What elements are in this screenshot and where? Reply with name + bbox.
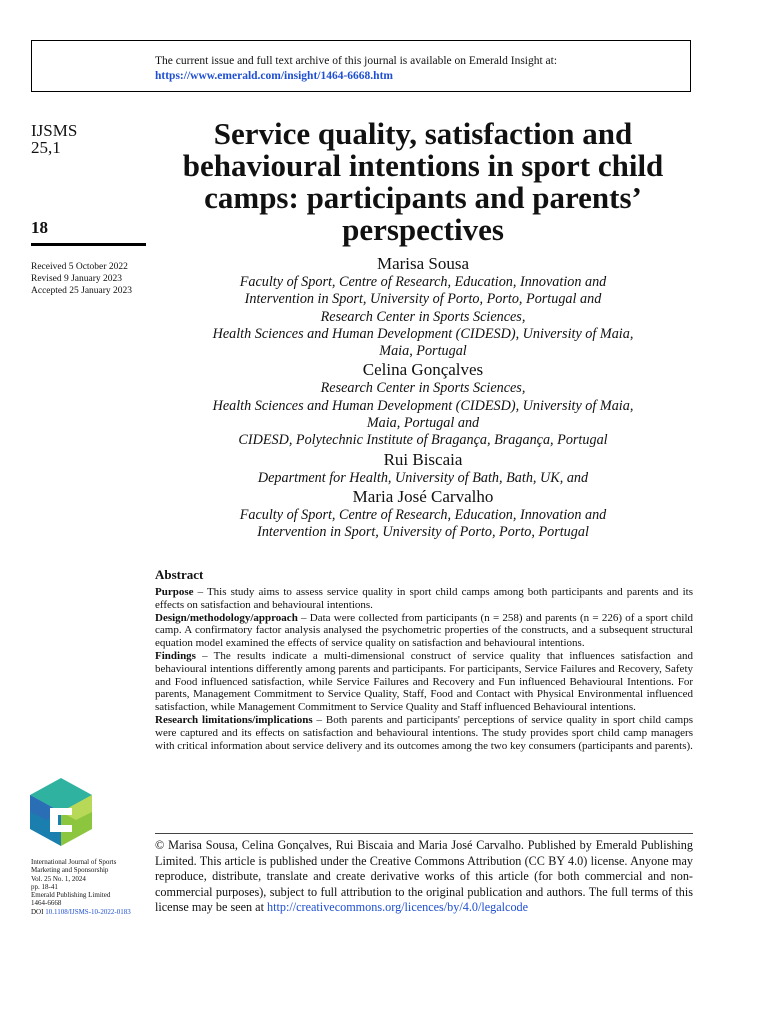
affiliation-line: Maia, Portugal bbox=[379, 343, 467, 360]
affiliation-line: Research Center in Sports Sciences, bbox=[320, 380, 526, 397]
abstract-purpose bbox=[155, 586, 693, 612]
author-list bbox=[150, 254, 696, 542]
purpose-text: – This study aims to assess service quality in sport child camps among both participants and parents and its effects on satisfaction and behavioural intentions. bbox=[155, 586, 693, 611]
affiliation-line: Intervention in Sport, University of Porto, Porto, Portugal bbox=[257, 524, 589, 541]
affiliation-line: Faculty of Sport, Centre of Research, Education, Innovation and bbox=[239, 274, 607, 290]
doi-label: DOI bbox=[31, 907, 44, 916]
journal-metadata bbox=[31, 858, 151, 916]
affiliation-line: Maia, Portugal and bbox=[366, 415, 480, 432]
notice-text: The current issue and full text archive of this journal is available on Emerald Insight at: bbox=[155, 55, 558, 67]
accepted-date: Accepted 25 January 2023 bbox=[31, 286, 133, 296]
affiliation-line: Faculty of Sport, Centre of Research, Education, Innovation and bbox=[239, 506, 607, 523]
affiliation-line: Intervention in Sport, University of Porto, Porto, Portugal and bbox=[244, 291, 602, 308]
author-affiliation bbox=[150, 507, 696, 542]
issn: 1464-6668 bbox=[31, 899, 62, 908]
author-name: Marisa Sousa bbox=[376, 254, 470, 273]
journal-url-link[interactable]: https://www.emerald.com/insight/1464-6668.htm bbox=[155, 70, 393, 82]
journal-volume: Vol. 25 No. 1, 2024 bbox=[31, 874, 86, 883]
author-affiliation bbox=[150, 274, 696, 360]
limitations-text: – Both parents and participants' perceptions of service quality in sport child camps were captured and its effects on satisfaction and behavioural intentions. The study provides sport child camp managers with critical information about service delivery and its outcomes among the two key consumers (participants and parents). bbox=[155, 713, 693, 752]
page-number: 18 bbox=[31, 218, 48, 237]
license-text: © Marisa Sousa, Celina Gonçalves, Rui Biscaia and Maria José Carvalho. Published by Emerald Publishing Limited. This article is published under the Creative Commons Attribution (CC BY 4.0) license. Anyone may reproduce, distribute, translate and create derivative works of this article (for both commercial and non-commercial purposes), subject to full attribution to the original publication and authors. The full terms of this license may be seen at bbox=[155, 838, 693, 915]
affiliation-line: Department for Health, University of Bath, Bath, UK, and bbox=[257, 469, 589, 486]
journal-abbrev: IJSMS bbox=[31, 121, 78, 140]
doi bbox=[31, 908, 151, 916]
revised-date: Revised 9 January 2023 bbox=[31, 274, 123, 284]
affiliation-line: Research Center in Sports Sciences, bbox=[320, 308, 526, 325]
findings-label: Findings bbox=[155, 649, 196, 662]
article-history bbox=[31, 261, 147, 297]
emerald-logo-icon bbox=[30, 778, 92, 846]
journal-name-cont: Marketing and Sponsorship bbox=[31, 866, 109, 875]
article-title: Service quality, satisfaction and behavioural intentions in sport child camps: participants and parents’ perspectives bbox=[182, 116, 664, 247]
design-label: Design/methodology/approach bbox=[155, 611, 298, 624]
page-number-rule bbox=[31, 243, 146, 246]
author-name: Rui Biscaia bbox=[383, 449, 463, 469]
sidebar bbox=[31, 122, 147, 297]
findings-text: – The results indicate a multi-dimensional construct of service quality that influences satisfaction and behavioural intentions differently among parents and participants. For participants, Service Failures and Recovery, Safety and Food influenced satisfaction, while Service Failures and Recovery and Fun influenced Behavioural Intentions. For parents, Management Commitment to Service Quality, Staff, Food and Contact with Physical Environmental influenced satisfaction, while Management Commitment to Service Quality and Staff influenced Behavioural intentions. bbox=[155, 649, 693, 714]
affiliation-line: Health Sciences and Human Development (CIDESD), University of Maia, bbox=[212, 325, 634, 342]
publisher: Emerald Publishing Limited bbox=[31, 891, 111, 900]
author-affiliation bbox=[150, 380, 696, 449]
license-notice bbox=[155, 833, 693, 916]
limitations-label: Research limitations/implications bbox=[155, 713, 313, 726]
volume-issue: 25,1 bbox=[31, 138, 61, 157]
license-url-link[interactable]: http://creativecommons.org/licences/by/4.0/legalcode bbox=[267, 900, 529, 915]
doi-link[interactable]: 10.1108/IJSMS-10-2022-0183 bbox=[45, 907, 131, 916]
journal-name: International Journal of Sports bbox=[31, 858, 117, 866]
abstract bbox=[155, 567, 693, 752]
abstract-heading: Abstract bbox=[155, 567, 204, 582]
affiliation-line: CIDESD, Polytechnic Institute of Bragança, Bragança, Portugal bbox=[238, 432, 608, 449]
received-date: Received 5 October 2022 bbox=[31, 262, 128, 272]
purpose-label: Purpose bbox=[155, 586, 194, 598]
journal-pages: pp. 18-41 bbox=[31, 882, 58, 891]
author-affiliation bbox=[150, 470, 696, 487]
author-name: Celina Gonçalves bbox=[362, 360, 484, 380]
abstract-limitations bbox=[155, 714, 693, 752]
design-text: – Data were collected from participants (n = 258) and parents (n = 226) of a sport child camp. A confirmatory factor analysis analysed the psychometric properties of the constructs, and a subsequent structural equation model examined the effects of service quality on satisfaction and behavioural intentions. bbox=[155, 611, 693, 650]
author-name: Maria José Carvalho bbox=[352, 486, 494, 506]
abstract-design bbox=[155, 612, 693, 650]
archive-notice bbox=[31, 40, 691, 92]
abstract-findings bbox=[155, 650, 693, 714]
affiliation-line: Health Sciences and Human Development (CIDESD), University of Maia, bbox=[212, 397, 634, 414]
